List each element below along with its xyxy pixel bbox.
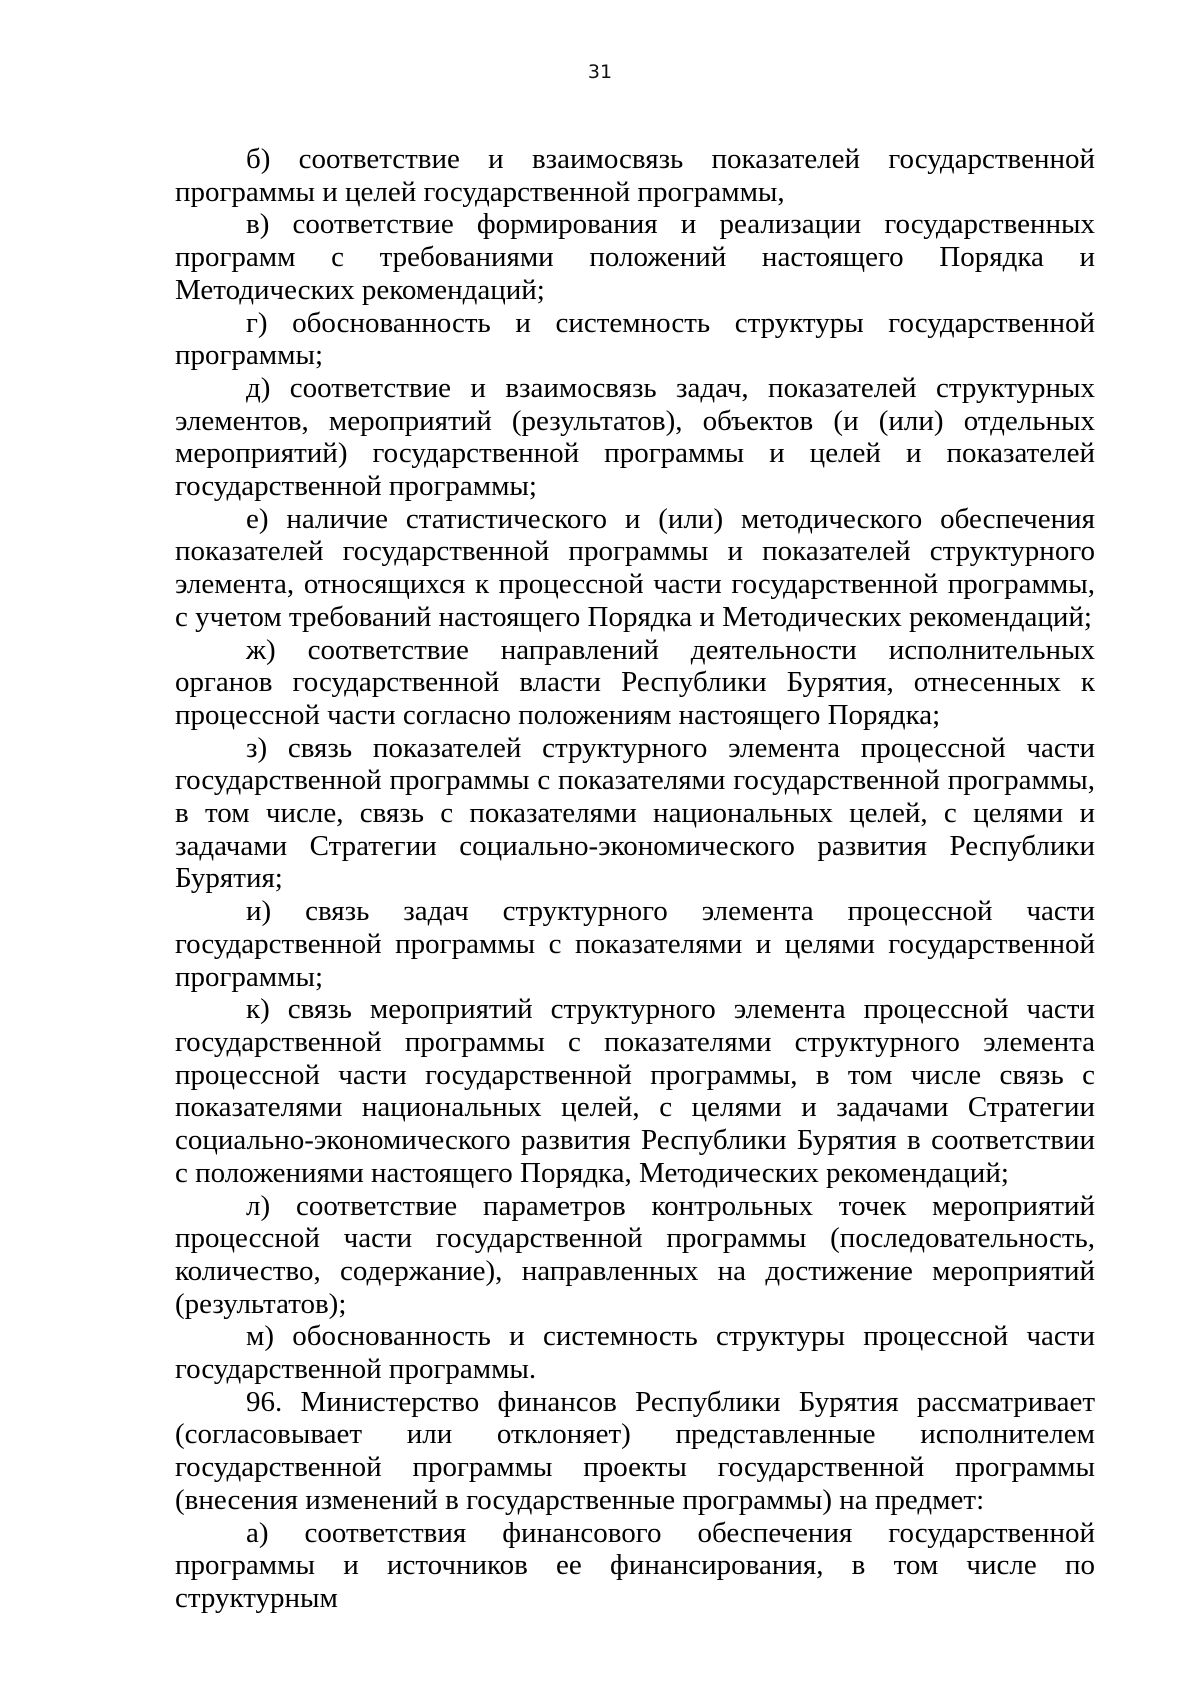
paragraph-zh: ж) соответствие направлений деятельности исполнительных органов государственной власти Республики Бурятия, отнесенных к процессной части согласно положениям настоящего Порядка; [175, 633, 1095, 731]
paragraph-d: д) соответствие и взаимосвязь задач, показателей структурных элементов, мероприятий (результатов), объектов (и (или) отдельных мероприятий) государственной программы и целей и показателей государственной программы; [175, 371, 1095, 503]
paragraph-v: в) соответствие формирования и реализации государственных программ с требованиями положений настоящего Порядка и Методических рекомендаций; [175, 208, 1095, 306]
page-number: 31 [587, 61, 613, 83]
document-body [175, 143, 1095, 1615]
paragraph-m: м) обоснованность и системность структуры процессной части государственной программы. [175, 1320, 1095, 1386]
paragraph-i: и) связь задач структурного элемента процессной части государственной программы с показателями и целями государственной программы; [175, 895, 1095, 993]
paragraph-96: 96. Министерство финансов Республики Бурятия рассматривает (согласовывает или отклоняет) представленные исполнителем государственной программы проекты государственной программы (внесения изменений в государственные программы) на предмет: [175, 1385, 1095, 1516]
paragraph-k: к) связь мероприятий структурного элемента процессной части государственной программы с показателями структурного элемента процессной части государственной программы, в том числе связь с показателями национальных целей, с целями и задачами Стратегии социально-экономического развития Республики Бурятия в соответствии с положениями настоящего Порядка, Методических рекомендаций; [175, 993, 1095, 1189]
paragraph-l: л) соответствие параметров контрольных точек мероприятий процессной части государственной программы (последовательность, количество, содержание), направленных на достижение мероприятий (результатов); [175, 1189, 1095, 1320]
paragraph-b: б) соответствие и взаимосвязь показателей государственной программы и целей государственной программы, [175, 143, 1095, 208]
paragraph-a: а) соответствия финансового обеспечения государственной программы и источников ее финансирования, в том числе по структурным [175, 1516, 1095, 1614]
paragraph-e: е) наличие статистического и (или) методического обеспечения показателей государственной программы и показателей структурного элемента, относящихся к процессной части государственной программы, с учетом требований настоящего Порядка и Методических рекомендаций; [175, 502, 1095, 633]
paragraph-z: з) связь показателей структурного элемента процессной части государственной программы с показателями государственной программы, в том числе, связь с показателями национальных целей, с целями и задачами Стратегии социально-экономического развития Республики Бурятия; [175, 731, 1095, 895]
paragraph-g: г) обоснованность и системность структуры государственной программы; [175, 306, 1095, 372]
